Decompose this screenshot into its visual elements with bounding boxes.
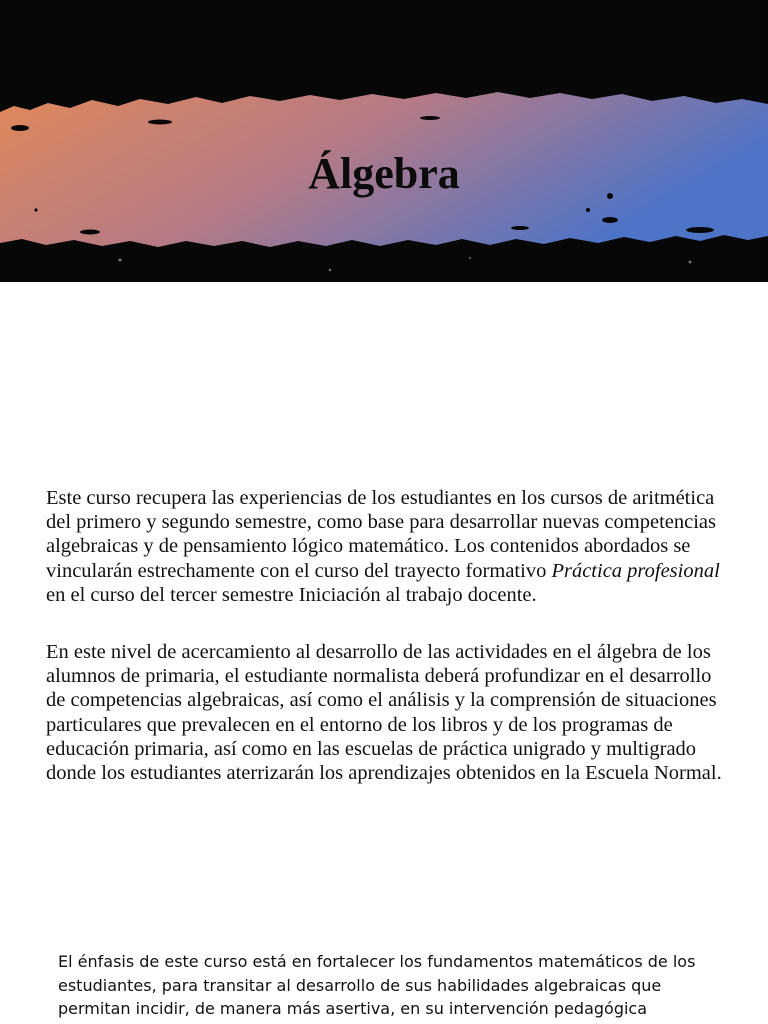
intro-paragraph-2: En este nivel de acercamiento al desarrollo de las actividades en el álgebra de los alumnos de primaria, el estudiante normalista deberá profundizar en el desarrollo de competencias algebraicas, así como el análisis y la comprensión de situaciones particulares que prevalecen en el entorno de los libros y de los programas de educación primaria, así como en las escuelas de práctica unigrado y multigrado donde los estudiantes aterrizarán los aprendizajes obtenidos en la Escuela Normal. — [46, 641, 722, 785]
intro-p1-italic-term: Práctica profesional — [551, 559, 720, 582]
page-title: Álgebra — [308, 149, 460, 198]
intro-paragraph-1 — [46, 486, 726, 607]
intro-p1-text-after: en el curso del tercer semestre Iniciación al trabajo docente. — [46, 583, 537, 606]
title-banner — [0, 0, 768, 282]
painted-strip — [0, 0, 768, 282]
intro-p1-text-before: Este curso recupera las experiencias de los estudiantes en los cursos de aritmética del primero y segundo semestre, como base para desarrollar nuevas competencias algebraicas y de pensamiento lógico matemático. Los contenidos abordados se vincularán estrechamente con el curso del trayecto formativo — [46, 487, 716, 582]
emphasis-paragraph: El énfasis de este curso está en fortalecer los fundamentos matemáticos de los estudiantes, para transitar al desarrollo de sus habilidades algebraicas que permitan incidir, de manera más asertiva, en su intervención pedagógica — [58, 952, 696, 1018]
